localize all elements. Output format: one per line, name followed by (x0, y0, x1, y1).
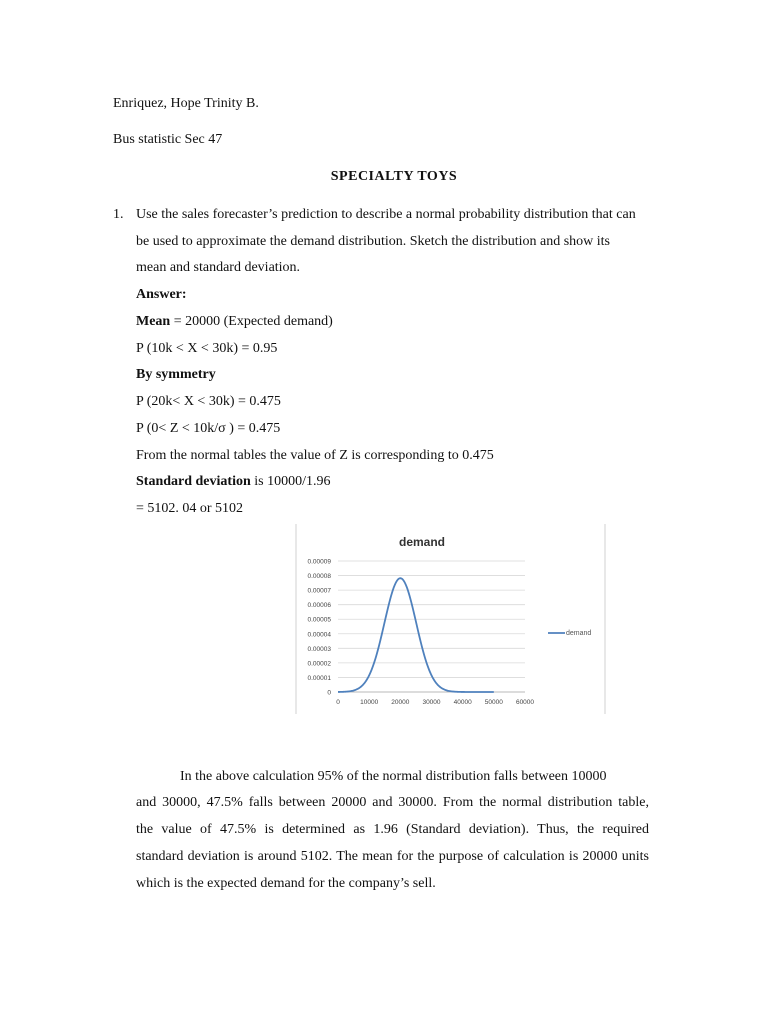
normal-table-note: From the normal tables the value of Z is corresponding to 0.475 (136, 448, 494, 463)
answer-heading: Answer: (136, 287, 187, 302)
sd-line (136, 473, 330, 491)
sd-formula: is 10000/1.96 (250, 474, 331, 489)
y-tick-label: 0.00007 (307, 587, 331, 595)
x-tick-label: 40000 (453, 699, 472, 706)
conclusion-line-3: the value of 47.5% is determined as 1.96 (Standard deviation). Thus, the required (136, 822, 649, 837)
z-probability-line: P (0< Z < 10k/σ ) = 0.475 (136, 421, 281, 436)
conclusion-line-4: standard deviation is around 5102. The mean for the purpose of calculation is 20000 units (136, 849, 649, 864)
student-name: Enriquez, Hope Trinity B. (113, 96, 259, 111)
mean-line (136, 313, 333, 331)
chart-title: demand (398, 535, 446, 549)
mean-value: = 20000 (Expected demand) (170, 314, 333, 329)
question-number: 1. (113, 207, 124, 222)
y-tick-label: 0.00001 (307, 674, 331, 682)
y-tick-label: 0.00009 (307, 558, 331, 566)
conclusion-line-2: and 30000, 47.5% falls between 20000 and 30000. From the normal distribution table, (136, 795, 649, 810)
mean-label: Mean (136, 314, 171, 329)
question-line-3: mean and standard deviation. (136, 260, 301, 275)
conclusion-line-1: In the above calculation 95% of the normal distribution falls between 10000 (180, 769, 607, 784)
x-tick-label: 0 (336, 699, 340, 706)
y-tick-label: 0.00002 (307, 660, 331, 668)
x-tick-labels (336, 699, 534, 706)
course-section: Bus statistic Sec 47 (113, 132, 223, 147)
x-tick-label: 20000 (391, 699, 410, 706)
x-tick-label: 10000 (360, 699, 379, 706)
chart-grid (338, 561, 525, 692)
y-tick-label: 0.00004 (307, 631, 331, 639)
symmetry-heading: By symmetry (136, 367, 216, 382)
y-tick-label: 0.00006 (307, 602, 331, 610)
sd-result: = 5102. 04 or 5102 (136, 501, 244, 516)
y-tick-label: 0.00005 (307, 616, 331, 624)
x-tick-label: 30000 (422, 699, 441, 706)
demand-series-line (338, 578, 494, 692)
question-line-1: Use the sales forecaster’s prediction to describe a normal probability distribution that can (136, 207, 636, 222)
question-line-2: be used to approximate the demand distribution. Sketch the distribution and show its (136, 234, 610, 249)
page-title: SPECIALTY TOYS (330, 169, 458, 184)
half-probability-line: P (20k< X < 30k) = 0.475 (136, 394, 281, 409)
demand-chart (295, 524, 606, 714)
y-tick-label: 0.00008 (307, 573, 331, 581)
x-tick-label: 50000 (484, 699, 503, 706)
y-tick-labels (308, 559, 332, 697)
probability-line: P (10k < X < 30k) = 0.95 (136, 341, 278, 356)
y-tick-label: 0.00003 (307, 645, 331, 653)
x-tick-label: 60000 (515, 699, 535, 706)
sd-label: Standard deviation (136, 474, 251, 489)
y-tick-label: 0 (327, 689, 331, 697)
conclusion-line-5: which is the expected demand for the company’s sell. (136, 876, 436, 891)
legend-label: demand (566, 630, 592, 637)
